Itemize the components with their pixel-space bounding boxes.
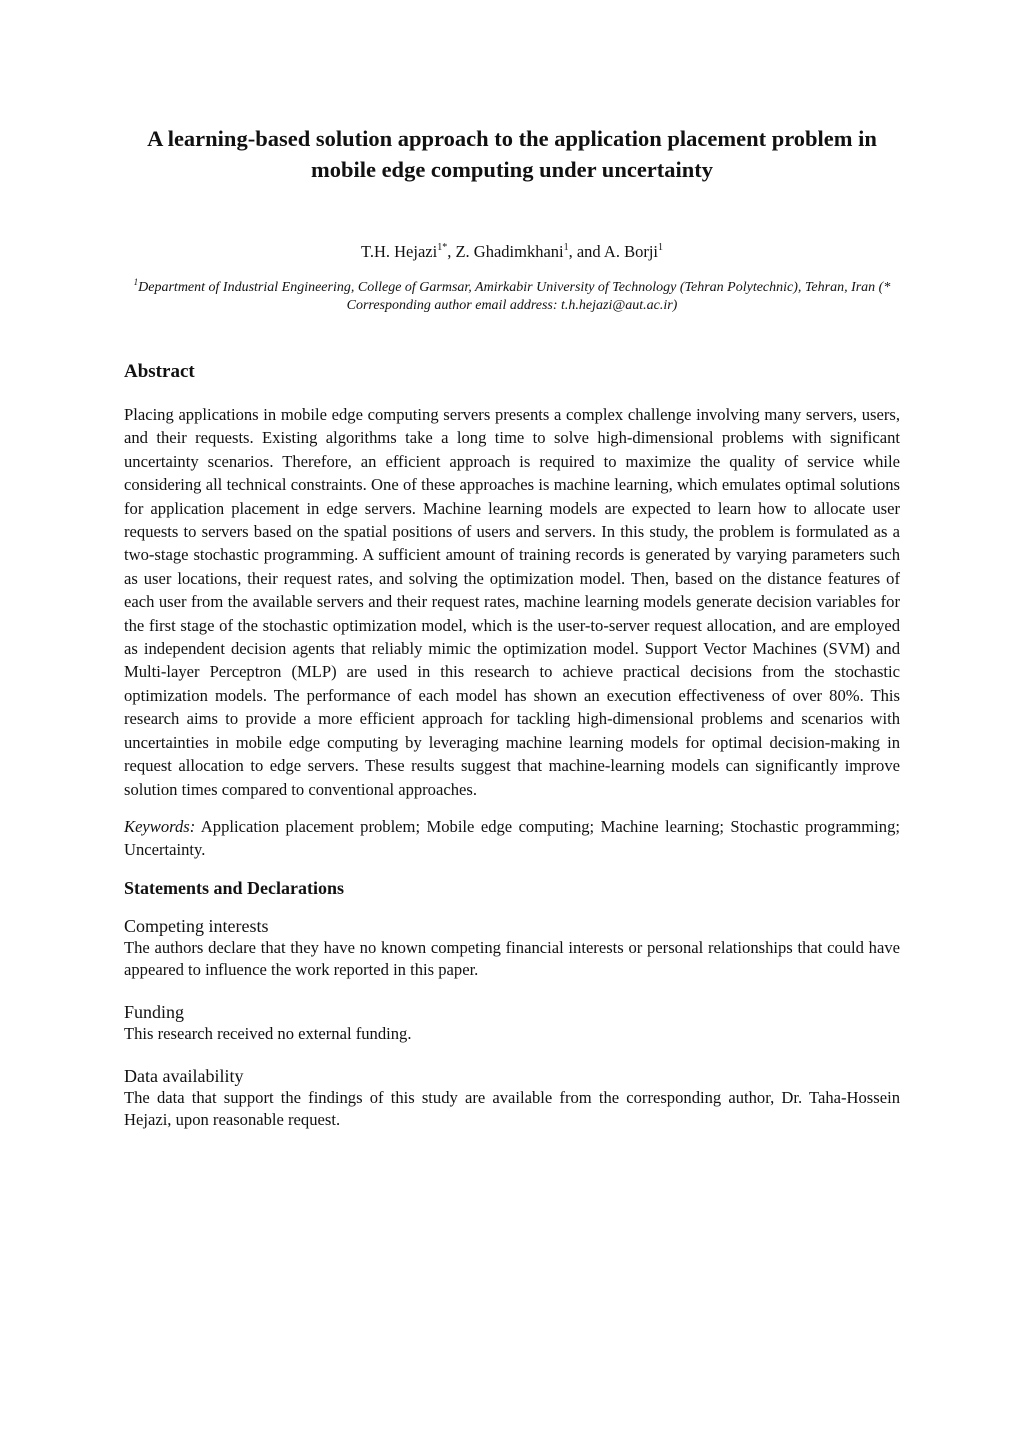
author-list [124, 242, 900, 262]
author-name: T.H. Hejazi [361, 242, 438, 261]
paper-page [124, 118, 900, 1131]
competing-interests-heading: Competing interests [124, 915, 269, 936]
keywords [124, 815, 900, 862]
funding-text: This research received no external funding. [124, 1023, 412, 1043]
paper-title: A learning-based solution approach to the application placement problem in mobile edge computing under uncertainty [147, 126, 877, 182]
competing-interests-text: The authors declare that they have no known competing financial interests or personal relationships that could have appeared to influence the work reported in this paper. [124, 937, 900, 979]
data-availability-text: The data that support the findings of this study are available from the corresponding author, Dr. Taha-Hossein Hejazi, upon reasonable request. [124, 1087, 900, 1129]
affiliation [124, 279, 900, 315]
keywords-label: Keywords: [124, 816, 196, 836]
author-separator: , and [568, 242, 604, 261]
abstract-heading: Abstract [124, 361, 195, 382]
author-affiliation-mark: 1* [437, 242, 448, 253]
affiliation-mark: 1 [133, 277, 139, 287]
affiliation-text: Department of Industrial Engineering, College of Garmsar, Amirkabir University of Technology (Tehran Polytechnic), Tehran, Iran (* Corresponding author email address: t.h.hejazi@aut.ac.ir) [138, 280, 891, 313]
author-affiliation-mark: 1 [563, 242, 569, 253]
author-name: Z. Ghadimkhani [455, 242, 564, 261]
keywords-text: Application placement problem; Mobile edge computing; Machine learning; Stochastic programming; Uncertainty. [124, 816, 900, 860]
funding-heading: Funding [124, 1001, 185, 1022]
author-separator: , [447, 242, 456, 261]
abstract-text: Placing applications in mobile edge computing servers presents a complex challenge involving many servers, users, and their requests. Existing algorithms take a long time to solve high-dimensional problems with significant uncertainty scenarios. Therefore, an efficient approach is required to maximize the quality of service while considering all technical constraints. One of these approaches is machine learning, which emulates optimal solutions for application placement in edge servers. Machine learning models are expected to learn how to allocate user requests to servers based on the spatial positions of users and servers. In this study, the problem is formulated as a two-stage stochastic programming. A sufficient amount of training records is generated by varying parameters such as user locations, their request rates, and solving the optimization model. Then, based on the distance features of each user from the available servers and their request rates, machine learning models generate decision variables for the first stage of the stochastic optimization model, which is the user-to-server request allocation, and are employed as independent decision agents that reliably mimic the optimization model. Support Vector Machines (SVM) and Multi-layer Perceptron (MLP) are used in this research to achieve practical decisions from the stochastic optimization models. The performance of each model has shown an execution effectiveness of over 80%. This research aims to provide a more efficient approach for tackling high-dimensional problems and scenarios with uncertainties in mobile edge computing by leveraging machine learning models for optimal decision-making in request allocation to edge servers. These results suggest that machine-learning models can significantly improve solution times compared to conventional approaches. [124, 405, 900, 799]
author-name: A. Borji [603, 242, 658, 261]
author-affiliation-mark: 1 [658, 242, 663, 253]
statements-heading: Statements and Declarations [124, 877, 344, 898]
data-availability-heading: Data availability [124, 1065, 244, 1086]
